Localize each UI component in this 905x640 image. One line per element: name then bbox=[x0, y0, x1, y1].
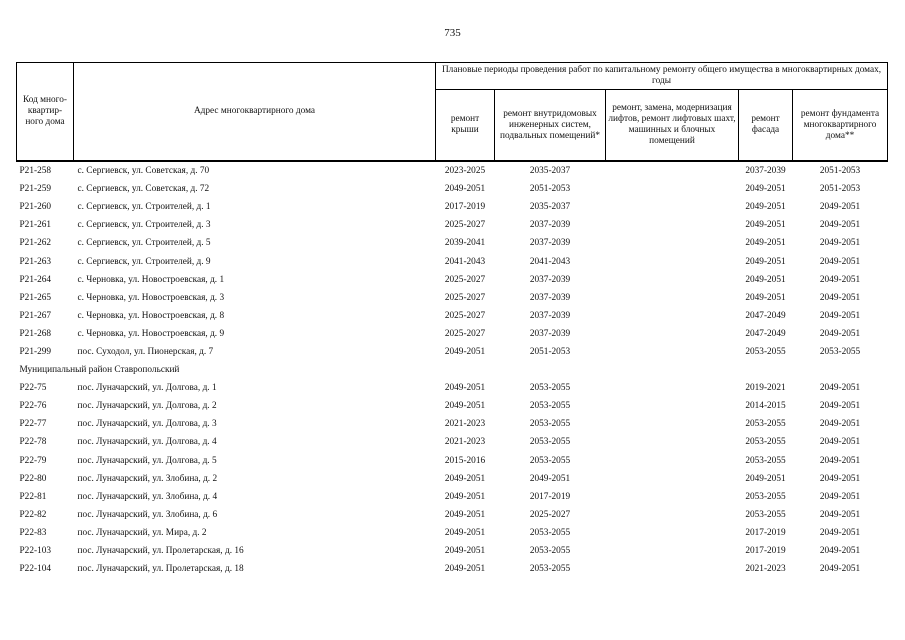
cell-facade: 2047-2049 bbox=[745, 310, 786, 321]
cell-systems: 2037-2039 bbox=[529, 310, 571, 321]
cell-address: пос. Суходол, ул. Пионерская, д. 7 bbox=[77, 346, 214, 357]
cell-code: P22-80 bbox=[19, 473, 47, 484]
table-row bbox=[17, 452, 888, 470]
cell-foundation: 2049-2051 bbox=[819, 220, 861, 231]
header-systems: ремонт внутридомовых инженерных систем, подвальных помещений* bbox=[495, 90, 606, 162]
table-row bbox=[17, 180, 888, 198]
cell-address: пос. Луначарский, ул. Долгова, д. 2 bbox=[77, 401, 217, 412]
cell-facade: 2053-2055 bbox=[745, 491, 786, 502]
cell-roof: 2025-2027 bbox=[444, 328, 486, 339]
table-row bbox=[17, 542, 888, 560]
section-title: Муниципальный район Ставропольский bbox=[19, 365, 180, 376]
cell-foundation: 2049-2051 bbox=[819, 383, 861, 394]
table-row bbox=[17, 252, 888, 270]
cell-foundation: 2049-2051 bbox=[819, 292, 861, 303]
cell-facade: 2053-2055 bbox=[745, 509, 786, 520]
cell-roof: 2049-2051 bbox=[444, 546, 486, 557]
cell-roof: 2015-2016 bbox=[444, 455, 486, 466]
cell-address: с. Сергиевск, ул. Строителей, д. 5 bbox=[77, 238, 211, 249]
cell-lifts bbox=[606, 397, 739, 415]
cell-systems: 2037-2039 bbox=[529, 328, 571, 339]
cell-systems: 2017-2019 bbox=[529, 491, 571, 502]
cell-roof: 2039-2041 bbox=[444, 238, 486, 249]
cell-roof: 2049-2051 bbox=[444, 491, 486, 502]
table-body bbox=[17, 161, 888, 578]
cell-address: пос. Луначарский, ул. Злобина, д. 6 bbox=[77, 509, 218, 520]
cell-lifts bbox=[606, 343, 739, 361]
cell-address: с. Сергиевск, ул. Строителей, д. 3 bbox=[77, 220, 211, 231]
table-row bbox=[17, 379, 888, 397]
cell-lifts bbox=[606, 415, 739, 433]
cell-roof: 2049-2051 bbox=[444, 383, 486, 394]
cell-roof: 2049-2051 bbox=[444, 527, 486, 538]
cell-foundation: 2051-2053 bbox=[793, 161, 888, 180]
cell-facade: 2049-2051 bbox=[745, 274, 786, 285]
cell-lifts bbox=[606, 452, 739, 470]
cell-facade: 2037-2039 bbox=[739, 161, 793, 180]
cell-foundation: 2049-2051 bbox=[819, 310, 861, 321]
cell-address: пос. Луначарский, ул. Долгова, д. 3 bbox=[77, 419, 217, 430]
cell-systems: 2053-2055 bbox=[529, 383, 571, 394]
table-row bbox=[17, 433, 888, 451]
cell-code: P22-83 bbox=[19, 527, 47, 538]
cell-foundation: 2049-2051 bbox=[819, 202, 861, 213]
cell-facade: 2053-2055 bbox=[745, 437, 786, 448]
cell-facade: 2049-2051 bbox=[745, 238, 786, 249]
header-facade: ремонт фасада bbox=[739, 90, 793, 162]
cell-facade: 2053-2055 bbox=[745, 455, 786, 466]
table-row bbox=[17, 325, 888, 343]
cell-lifts bbox=[606, 307, 739, 325]
cell-systems: 2053-2055 bbox=[529, 546, 571, 557]
table-row bbox=[17, 488, 888, 506]
table-row bbox=[17, 289, 888, 307]
cell-code: P21-263 bbox=[19, 256, 52, 267]
cell-code: P21-265 bbox=[19, 292, 52, 303]
cell-systems: 2037-2039 bbox=[529, 238, 571, 249]
cell-foundation: 2049-2051 bbox=[819, 546, 861, 557]
cell-systems: 2037-2039 bbox=[529, 274, 571, 285]
cell-address: пос. Луначарский, ул. Злобина, д. 4 bbox=[77, 491, 218, 502]
cell-systems: 2035-2037 bbox=[529, 202, 571, 213]
cell-systems: 2025-2027 bbox=[529, 509, 571, 520]
table-row bbox=[17, 415, 888, 433]
header-address: Адрес многоквартирного дома bbox=[74, 63, 436, 162]
cell-lifts bbox=[606, 433, 739, 451]
cell-foundation: 2049-2051 bbox=[819, 238, 861, 249]
cell-roof: 2041-2043 bbox=[444, 256, 486, 267]
header-group: Плановые периоды проведения работ по капитальному ремонту общего имущества в многоквартирных домах, годы bbox=[436, 63, 888, 90]
cell-code: P22-81 bbox=[19, 491, 47, 502]
cell-address: с. Черновка, ул. Новостроевская, д. 9 bbox=[77, 328, 225, 339]
cell-code: P21-264 bbox=[19, 274, 52, 285]
cell-lifts bbox=[606, 325, 739, 343]
cell-lifts bbox=[606, 542, 739, 560]
cell-systems: 2049-2051 bbox=[529, 473, 571, 484]
cell-code: P22-82 bbox=[19, 509, 47, 520]
cell-facade: 2017-2019 bbox=[745, 546, 786, 557]
cell-systems: 2035-2037 bbox=[495, 161, 606, 180]
cell-code: P21-259 bbox=[19, 184, 52, 195]
header-lifts: ремонт, замена, модернизация лифтов, ремонт лифтовых шахт, машинных и блочных помещений bbox=[606, 90, 739, 162]
table-row bbox=[17, 271, 888, 289]
cell-address: пос. Луначарский, ул. Долгова, д. 5 bbox=[77, 455, 217, 466]
table-row bbox=[17, 524, 888, 542]
cell-address: пос. Луначарский, ул. Долгова, д. 4 bbox=[77, 437, 217, 448]
cell-systems: 2041-2043 bbox=[529, 256, 571, 267]
cell-systems: 2053-2055 bbox=[529, 527, 571, 538]
table-row bbox=[17, 343, 888, 361]
cell-roof: 2025-2027 bbox=[444, 292, 486, 303]
cell-code: P22-78 bbox=[19, 437, 47, 448]
page-number: 735 bbox=[444, 27, 461, 39]
table-row bbox=[17, 506, 888, 524]
cell-code: P22-76 bbox=[19, 401, 47, 412]
cell-roof: 2025-2027 bbox=[444, 274, 486, 285]
cell-facade: 2014-2015 bbox=[745, 401, 786, 412]
cell-address: с. Черновка, ул. Новостроевская, д. 1 bbox=[77, 274, 225, 285]
cell-code: P22-77 bbox=[19, 419, 47, 430]
cell-roof: 2049-2051 bbox=[444, 473, 486, 484]
cell-code: P22-75 bbox=[19, 383, 47, 394]
cell-systems: 2053-2055 bbox=[529, 455, 571, 466]
cell-facade: 2049-2051 bbox=[745, 184, 786, 195]
cell-address: пос. Луначарский, ул. Злобина, д. 2 bbox=[77, 473, 218, 484]
cell-foundation: 2049-2051 bbox=[819, 274, 861, 285]
cell-lifts bbox=[606, 271, 739, 289]
cell-code: P22-103 bbox=[19, 546, 52, 557]
cell-code: P21-262 bbox=[19, 238, 52, 249]
header-roof: ремонт крыши bbox=[436, 90, 495, 162]
cell-facade: 2049-2051 bbox=[745, 202, 786, 213]
cell-code: P21-258 bbox=[17, 161, 74, 180]
cell-lifts bbox=[606, 198, 739, 216]
cell-foundation: 2049-2051 bbox=[819, 564, 861, 575]
cell-facade: 2049-2051 bbox=[745, 473, 786, 484]
cell-facade: 2017-2019 bbox=[745, 527, 786, 538]
repair-schedule-table bbox=[16, 62, 888, 578]
cell-lifts bbox=[606, 216, 739, 234]
cell-foundation: 2049-2051 bbox=[819, 491, 861, 502]
table-row bbox=[17, 161, 888, 180]
cell-code: P21-268 bbox=[19, 328, 52, 339]
cell-foundation: 2053-2055 bbox=[819, 346, 861, 357]
cell-code: P22-79 bbox=[19, 455, 47, 466]
cell-address: пос. Луначарский, ул. Пролетарская, д. 16 bbox=[77, 546, 244, 557]
cell-systems: 2053-2055 bbox=[529, 564, 571, 575]
table-row bbox=[17, 397, 888, 415]
cell-roof: 2049-2051 bbox=[444, 184, 486, 195]
cell-lifts bbox=[606, 379, 739, 397]
cell-foundation: 2049-2051 bbox=[819, 473, 861, 484]
table-row bbox=[17, 216, 888, 234]
cell-foundation: 2049-2051 bbox=[819, 527, 861, 538]
cell-facade: 2049-2051 bbox=[745, 292, 786, 303]
cell-roof: 2023-2025 bbox=[436, 161, 495, 180]
cell-systems: 2037-2039 bbox=[529, 220, 571, 231]
cell-roof: 2049-2051 bbox=[444, 564, 486, 575]
cell-address: с. Сергиевск, ул. Строителей, д. 1 bbox=[77, 202, 211, 213]
cell-systems: 2051-2053 bbox=[529, 346, 571, 357]
cell-address: пос. Луначарский, ул. Пролетарская, д. 18 bbox=[77, 564, 244, 575]
cell-address: пос. Луначарский, ул. Долгова, д. 1 bbox=[77, 383, 217, 394]
cell-address: с. Сергиевск, ул. Советская, д. 72 bbox=[77, 184, 210, 195]
cell-roof: 2017-2019 bbox=[444, 202, 486, 213]
cell-lifts bbox=[606, 560, 739, 578]
cell-roof: 2049-2051 bbox=[444, 346, 486, 357]
header-code: Код много-квартир-ного дома bbox=[17, 63, 74, 162]
cell-facade: 2053-2055 bbox=[745, 346, 786, 357]
cell-systems: 2051-2053 bbox=[529, 184, 571, 195]
cell-roof: 2025-2027 bbox=[444, 310, 486, 321]
cell-facade: 2053-2055 bbox=[745, 419, 786, 430]
cell-lifts bbox=[606, 488, 739, 506]
cell-facade: 2047-2049 bbox=[745, 328, 786, 339]
cell-roof: 2021-2023 bbox=[444, 437, 486, 448]
cell-lifts bbox=[606, 180, 739, 198]
cell-systems: 2037-2039 bbox=[529, 292, 571, 303]
table-row bbox=[17, 234, 888, 252]
table-row bbox=[17, 560, 888, 578]
cell-code: P21-260 bbox=[19, 202, 52, 213]
cell-address: с. Сергиевск, ул. Советская, д. 70 bbox=[74, 161, 436, 180]
cell-systems: 2053-2055 bbox=[529, 419, 571, 430]
cell-code: P21-299 bbox=[19, 346, 52, 357]
cell-lifts bbox=[606, 506, 739, 524]
cell-code: P21-261 bbox=[19, 220, 52, 231]
cell-address: с. Черновка, ул. Новостроевская, д. 8 bbox=[77, 310, 225, 321]
header-foundation: ремонт фундамента многоквартирного дома** bbox=[793, 90, 888, 162]
table-row bbox=[17, 470, 888, 488]
cell-lifts bbox=[606, 234, 739, 252]
cell-address: с. Черновка, ул. Новостроевская, д. 3 bbox=[77, 292, 225, 303]
cell-facade: 2049-2051 bbox=[745, 220, 786, 231]
cell-facade: 2019-2021 bbox=[745, 383, 786, 394]
table-row bbox=[17, 307, 888, 325]
cell-systems: 2053-2055 bbox=[529, 437, 571, 448]
cell-roof: 2021-2023 bbox=[444, 419, 486, 430]
table-row bbox=[17, 198, 888, 216]
cell-code: P22-104 bbox=[19, 564, 52, 575]
cell-lifts bbox=[606, 289, 739, 307]
cell-foundation: 2049-2051 bbox=[819, 256, 861, 267]
cell-lifts bbox=[606, 252, 739, 270]
cell-foundation: 2049-2051 bbox=[819, 419, 861, 430]
cell-roof: 2025-2027 bbox=[444, 220, 486, 231]
cell-facade: 2049-2051 bbox=[745, 256, 786, 267]
cell-foundation: 2051-2053 bbox=[819, 184, 861, 195]
cell-roof: 2049-2051 bbox=[444, 401, 486, 412]
cell-lifts bbox=[606, 470, 739, 488]
cell-foundation: 2049-2051 bbox=[819, 328, 861, 339]
cell-foundation: 2049-2051 bbox=[819, 509, 861, 520]
cell-systems: 2053-2055 bbox=[529, 401, 571, 412]
section-row bbox=[17, 361, 888, 379]
cell-roof: 2049-2051 bbox=[444, 509, 486, 520]
cell-code: P21-267 bbox=[19, 310, 52, 321]
cell-facade: 2021-2023 bbox=[745, 564, 786, 575]
cell-lifts bbox=[606, 524, 739, 542]
cell-foundation: 2049-2051 bbox=[819, 437, 861, 448]
cell-foundation: 2049-2051 bbox=[819, 455, 861, 466]
cell-address: с. Сергиевск, ул. Строителей, д. 9 bbox=[77, 256, 211, 267]
cell-address: пос. Луначарский, ул. Мира, д. 2 bbox=[77, 527, 207, 538]
cell-lifts bbox=[606, 161, 739, 180]
cell-foundation: 2049-2051 bbox=[819, 401, 861, 412]
